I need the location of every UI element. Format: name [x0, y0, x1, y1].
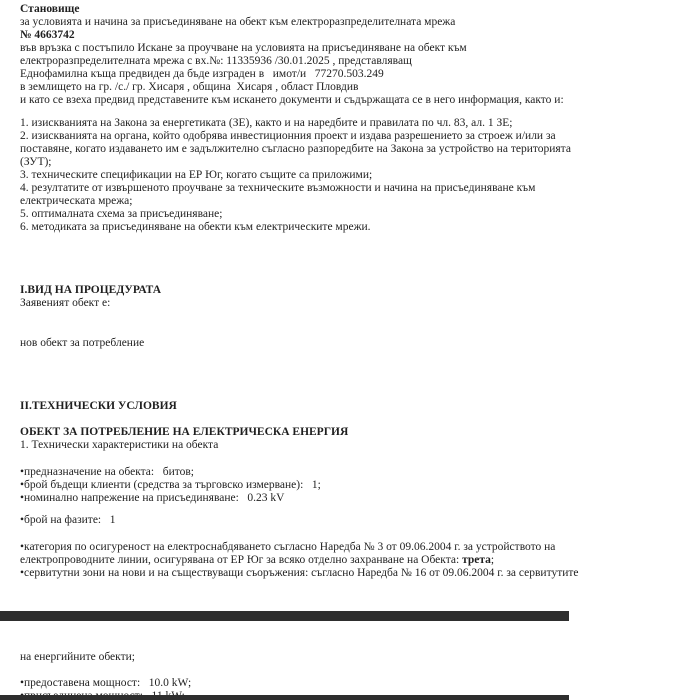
document-header — [20, 3, 656, 107]
bullet-category-line1: •категория по осигуреност на електроснабдяването съгласно Наредба № 3 от 09.06.2004 г. за устройството на — [20, 541, 556, 553]
declared-object-value: нов обект за потребление — [20, 337, 145, 349]
redaction-bar — [0, 695, 569, 700]
intro-line: във връзка с постъпило Искане за проучване на условията на присъединяване на обект към — [20, 42, 467, 54]
consideration-item: 5. оптималната схема за присъединяване; — [20, 208, 223, 220]
bullet-easement: •сервитутни зони на нови и на съществуващи съоръжения: съгласно Наредба № 16 от 09.06.2004 г. за сервитутите — [20, 567, 579, 579]
consideration-item: 4. резултатите от извършеното проучване за техническите възможности и начина на присъединяване към — [20, 182, 536, 194]
bullet-provided-power: •предоставена мощност: 10.0 kW; — [20, 677, 192, 689]
document-title: Становище — [20, 3, 80, 15]
document-subtitle: за условията и начина за присъединяване на обект към електроразпределителната мрежа — [20, 16, 456, 28]
technical-bullets — [20, 466, 656, 505]
easement-continuation: на енергийните обекти; — [20, 651, 135, 663]
declared-object-label: Заявеният обект е: — [20, 297, 111, 309]
consideration-item: 2. изискванията на органа, който одобрява инвестиционния проект и издава разрешението за строеж и/или за — [20, 130, 556, 142]
category-block — [20, 541, 656, 580]
intro-line: Еднофамилна къща предвиден да бъде изграден в имот/и 77270.503.249 — [20, 68, 384, 80]
consideration-item: 1. изискванията на Закона за енергетиката (ЗЕ), както и на наредбите и правилата по чл. 83, ал. 1 ЗЕ; — [20, 117, 513, 129]
characteristics-title: 1. Технически характеристики на обекта — [20, 439, 219, 451]
intro-line: и като се взеха предвид представените към искането документи и съдържащата се в него информация, както и: — [20, 94, 564, 106]
section-technical-heading: II.ТЕХНИЧЕСКИ УСЛОВИЯ — [20, 400, 177, 412]
redaction-bar — [0, 611, 569, 621]
document-number: № 4663742 — [20, 29, 75, 41]
consideration-item-wrap: (ЗУТ); — [20, 156, 52, 168]
object-consumption-heading: ОБЕКТ ЗА ПОТРЕБЛЕНИЕ НА ЕЛЕКТРИЧЕСКА ЕНЕРГИЯ — [20, 426, 349, 438]
consideration-item: 6. методиката за присъединяване на обекти към електрическите мрежи. — [20, 221, 371, 233]
bullet-category-line2 — [20, 554, 656, 567]
category-line2-suffix: ; — [490, 554, 495, 566]
bullet-purpose: •предназначение на обекта: битов; — [20, 466, 194, 478]
considerations-list — [20, 117, 656, 234]
consideration-item: 3. техническите спецификации на ЕР Юг, когато същите са приложими; — [20, 169, 373, 181]
intro-line: в землището на гр. /с./ гр. Хисаря , община Хисаря , област Пловдив — [20, 81, 359, 93]
category-value: трета — [462, 554, 491, 566]
section-procedure-heading: I.ВИД НА ПРОЦЕДУРАТА — [20, 284, 162, 296]
category-line2-text: електропроводните линии, осигурявана от ЕР Юг за всяко отделно захранване на Обекта: — [20, 554, 463, 566]
bullet-clients: •брой бъдещи клиенти (средства за търговско измерване): 1; — [20, 479, 321, 491]
bullet-voltage: •номинално напрежение на присъединяване: 0.23 kV — [20, 492, 285, 504]
intro-line: електроразпределителната мрежа с вх.№: 11335936 /30.01.2025 , представляващ — [20, 55, 412, 67]
consideration-item-wrap: поставяне, когато издаването им е задължително съгласно разпоредбите на Закона за устройство на територията — [20, 143, 571, 155]
bullet-phases: •брой на фазите: 1 — [20, 514, 116, 526]
consideration-item-wrap: електрическата мрежа; — [20, 195, 133, 207]
